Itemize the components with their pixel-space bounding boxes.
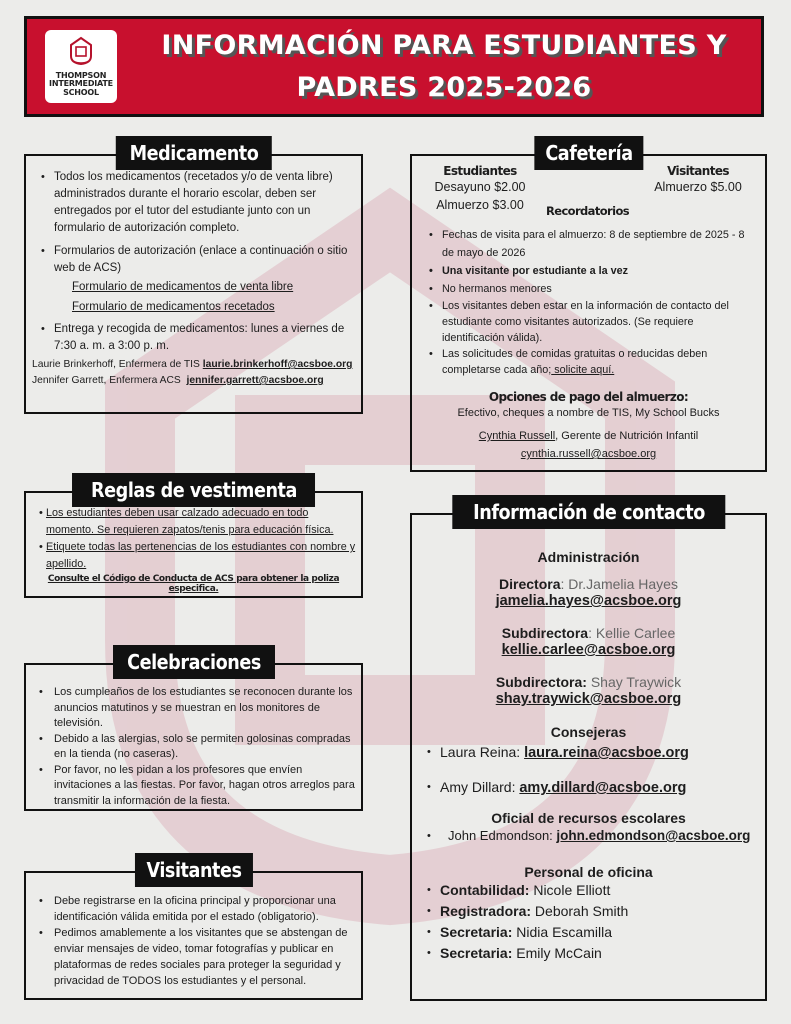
visitors-section [24, 858, 363, 1000]
assistant-principal-email-link[interactable]: kellie.carlee@acsboe.org [501, 642, 676, 658]
office-staff-item: • Registradora: Deborah Smith [418, 901, 759, 922]
school-logo [45, 30, 117, 103]
counselor-email-link[interactable]: laura.reina@acsboe.org [524, 745, 689, 761]
sro-heading: Oficial de recursos escolares [491, 810, 686, 826]
celebrations-section [24, 650, 363, 811]
page-title-line2: PADRES 2025-2026 [296, 72, 592, 103]
nutrition-manager-email-link[interactable]: cynthia.russell@acsboe.org [520, 448, 657, 460]
counselor-email-link[interactable]: amy.dillard@acsboe.org [519, 780, 687, 796]
nurse-email-link[interactable]: laurie.brinkerhoff@acsboe.org [202, 359, 353, 370]
list-item: • Las solicitudes de comidas gratuitas o reducidas deben completarse cada año; solicite aquí. [420, 346, 757, 378]
list-item: • Todos los medicamentos (recetados y/o de venta libre) administrados durante el horario escolar, deben ser entregados por el tutor del estudiante junto con un formulario de autorización completo. [32, 169, 355, 237]
list-item: • Debe registrarse en la oficina principal y proporcionar una identificación válida emitida por el estado (obligatorio). [30, 893, 357, 925]
admin-contact: Directora: Dr.Jamelia Hayes jamelia.hayes@acsboe.org [495, 576, 682, 609]
office-staff-item: • Secretaria: Nidia Escamilla [418, 922, 759, 943]
reminders-heading: Recordatorios [546, 204, 629, 218]
counselor-item: • Laura Reina: laura.reina@acsboe.org [418, 742, 759, 763]
section-title: Celebraciones [113, 645, 275, 679]
visitor-lunch-price: Almuerzo $5.00 [654, 180, 742, 194]
admin-contact: Subdirectora: Kellie Carlee kellie.carlee@acsboe.org [501, 625, 676, 658]
lunch-price: Almuerzo $3.00 [436, 198, 524, 212]
logo-text-line2: INTERMEDIATE [49, 79, 113, 88]
students-heading: Estudiantes [443, 164, 517, 178]
cafeteria-section: Cafetería Estudiantes Desayuno $2.00 Almuerzo $3.00 Visitantes Almuerzo $5.00 Recordatorios • Fechas de visita para el almuerzo: 8 de septiembre de 2025 - 8 de mayo de 2026 • Una visitante por estudiante a la vez • No hermanos menores • Los visitantes deben estar en la información de contacto del estudiante como visitantes autorizados. (Se requiere identificación válida). • Las solicitudes de comidas gratuitas o reducidas deben completarse cada año; solicite aquí. Opciones de pago del almuerzo: Efectivo, cheques a nombre de TIS, My School Bucks Cynthia Russell, Gerente de Nutrición Infantil cynthia.russell@acsboe.org [410, 154, 767, 472]
list-item: • Etiquete todas las pertenencias de los estudiantes con nombre y apellido. [30, 539, 357, 573]
counselor-item: • Amy Dillard: amy.dillard@acsboe.org [418, 777, 759, 798]
dress-code-section [24, 478, 363, 598]
sro-item: • John Edmondson: john.edmondson@acsboe.org [418, 826, 759, 846]
section-title: Visitantes [134, 853, 252, 887]
logo-text-line1: THOMPSON [55, 70, 107, 80]
nutrition-manager-name[interactable]: Cynthia Russell [478, 430, 556, 442]
otc-medication-form-link[interactable]: Formulario de medicamentos de venta libre [72, 281, 294, 293]
list-item: • Por favor, no les pidan a los profesores que envíen invitaciones a las fiestas. Por favor, hagan otros arreglos para transmitir la información de la fiesta. [30, 763, 357, 810]
counselors-heading: Consejeras [550, 724, 627, 740]
payment-heading: Opciones de pago del almuerzo: [488, 390, 689, 404]
admin-contact: Subdirectora: Shay Traywick shay.traywick@acsboe.org [495, 674, 682, 707]
nurse-email-link[interactable]: jennifer.garrett@acsboe.org [186, 375, 324, 386]
assistant-principal-email-link[interactable]: shay.traywick@acsboe.org [495, 691, 682, 707]
section-title: Medicamento [115, 136, 271, 170]
breakfast-price: Desayuno $2.00 [434, 180, 526, 194]
office-heading: Personal de oficina [524, 864, 653, 880]
list-item: • Fechas de visita para el almuerzo: 8 de septiembre de 2025 - 8 de mayo de 2026 [420, 226, 757, 262]
list-item: • Pedimos amablemente a los visitantes que se abstengan de enviar mensajes de video, tomar fotografías y publicar en plataformas de redes sociales para proteger la seguridad y privacidad de TODOS los estudiantes y el personal. [30, 925, 357, 989]
list-item: • Debido a las alergias, solo se permiten golosinas compradas en la tienda (no caseras). [30, 732, 357, 763]
meal-application-link[interactable]: solicite aquí. [551, 364, 615, 376]
list-item: • Entrega y recogida de medicamentos: lunes a viernes de 7:30 a. m. a 3:00 p. m. [32, 321, 355, 355]
office-staff-item: • Contabilidad: Nicole Elliott [418, 880, 759, 901]
section-title: Información de contacto [452, 495, 725, 529]
list-item: • Los cumpleaños de los estudiantes se reconocen durante los anuncios matutinos y se muestran en los monitores de televisión. [30, 685, 357, 732]
nurse-contact-tis: Laurie Brinkerhoff, Enfermera de TIS laurie.brinkerhoff@acsboe.org [32, 359, 353, 370]
sro-email-link[interactable]: john.edmondson@acsboe.org [556, 828, 751, 843]
office-staff-item: • Secretaria: Emily McCain [418, 943, 759, 964]
medicamento-section [24, 141, 363, 414]
list-item: • Una visitante por estudiante a la vez [420, 262, 757, 280]
section-title: Cafetería [534, 136, 643, 170]
list-item: • Formularios de autorización (enlace a continuación o sitio web de ACS) [32, 243, 355, 277]
list-item: • Los estudiantes deben usar calzado adecuado en todo momento. Se requieren zapatos/tenis para educación física. [30, 505, 357, 539]
page-title-line1: INFORMACIÓN PARA ESTUDIANTES Y [161, 30, 727, 61]
payment-options: Efectivo, cheques a nombre de TIS, My School Bucks [457, 407, 720, 419]
admin-heading: Administración [537, 549, 640, 565]
header-banner [24, 16, 764, 117]
contact-section [410, 500, 767, 1001]
section-title: Reglas de vestimenta [72, 473, 316, 507]
list-item: • No hermanos menores [420, 280, 757, 298]
principal-email-link[interactable]: jamelia.hayes@acsboe.org [495, 593, 682, 609]
nurse-contact-acs: Jennifer Garrett, Enfermera ACS jennifer.garrett@acsboe.org [32, 375, 324, 386]
logo-text-line3: SCHOOL [63, 87, 99, 97]
visitors-heading: Visitantes [667, 164, 729, 178]
school-crest-icon [69, 36, 93, 66]
page-title [137, 25, 751, 109]
list-item: • Los visitantes deben estar en la información de contacto del estudiante como visitantes autorizados. (Se requiere identificación válida). [420, 298, 757, 346]
conduct-code-link[interactable]: Consulte el Código de Conducta de ACS para obtener la poliza especifica. [47, 574, 340, 594]
prescription-medication-form-link[interactable]: Formulario de medicamentos recetados [72, 301, 275, 313]
